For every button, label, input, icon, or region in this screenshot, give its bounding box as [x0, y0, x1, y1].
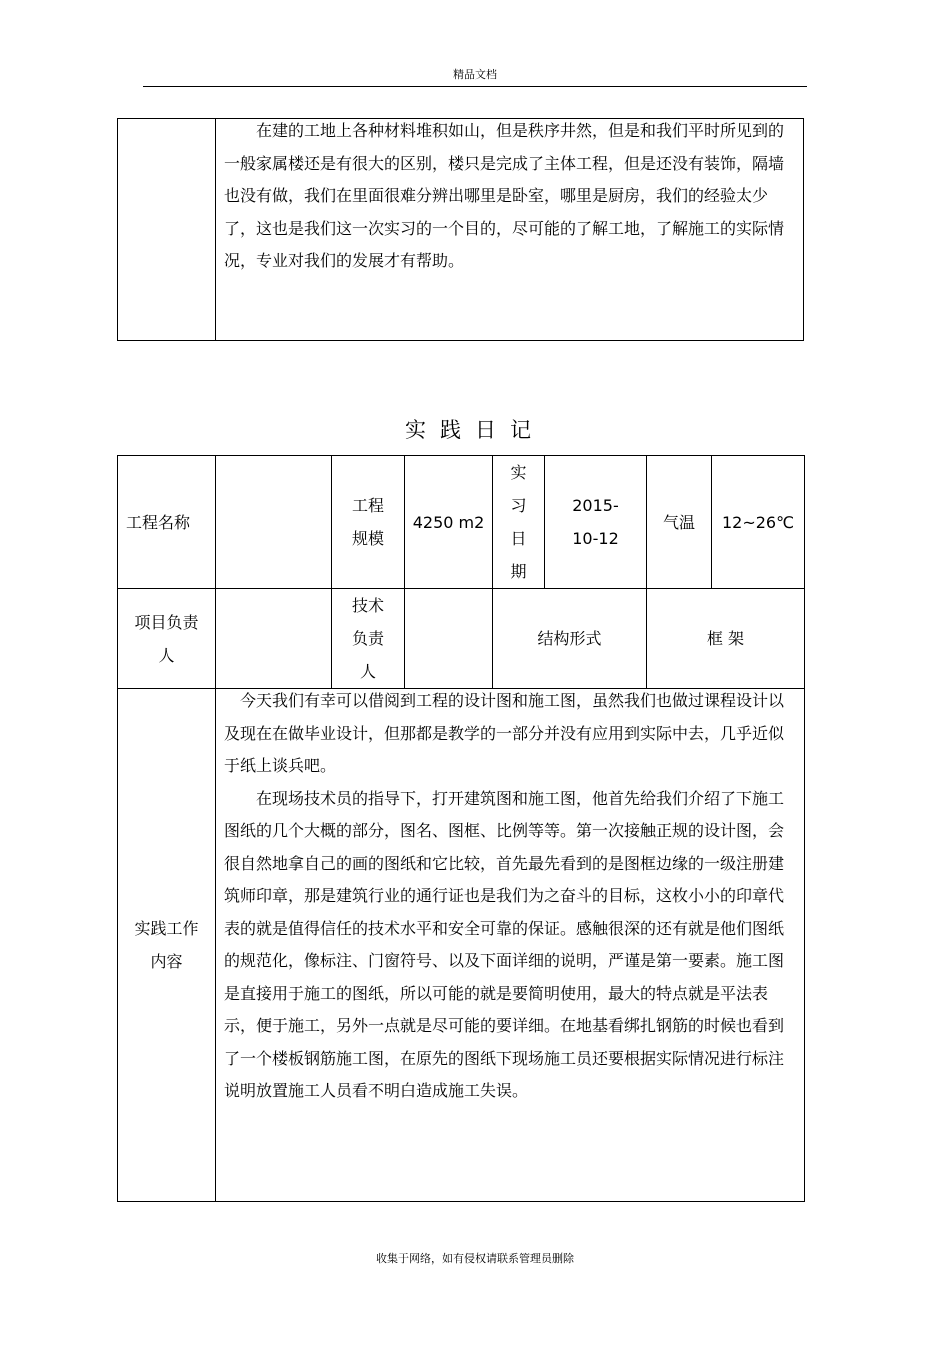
work-paragraph-1: 今天我们有幸可以借阅到工程的设计图和施工图，虽然我们也做过课程设计以及现在在做毕业设计，但那都是教学的一部分并没有应用到实际中去，几乎近似于纸上谈兵吧。	[224, 691, 785, 775]
diary-title: 实践日记	[405, 418, 545, 442]
work-paragraph-2: 在现场技术员的指导下，打开建筑图和施工图，他首先给我们介绍了下施工图纸的几个大概的部分，图名、图框、比例等等。第一次接触正规的设计图，会很自然地拿自己的画的图纸和它比较，首先最先看到的是图框边缘的一级注册建筑师印章，那是建筑行业的通行证也是我们为之奋斗的目标，这枚小小的印章代表的就是值得信任的技术水平和安全可靠的保证。感触很深的还有就是他们图纸的规范化，像标注、门窗符号、以及下面详细的说明，严谨是第一要素。施工图是直接用于施工的图纸，所以可能的就是要简明使用，最大的特点就是平法表示，便于施工，另外一点就是尽可能的要详细。在地基看绑扎钢筋的时候也看到了一个楼板钢筋施工图，在原先的图纸下现场施工员还要根据实际情况进行标注说明放置施工人员看不明白造成施工失误。	[224, 788, 785, 1100]
page-header: 精品文档	[453, 68, 497, 81]
temperature-value: 12~26℃	[712, 456, 805, 589]
work-content-cell	[216, 689, 805, 1202]
date-value: 2015-10-12	[545, 456, 647, 589]
scale-value: 4250 m2	[405, 456, 493, 589]
tech-lead-value	[405, 589, 493, 689]
date-label: 实习日期	[493, 456, 545, 589]
project-manager-label: 项目负责人	[118, 589, 216, 689]
scale-label: 工程规模	[332, 456, 405, 589]
structure-value: 框 架	[647, 589, 805, 689]
site-observation-table	[117, 118, 804, 341]
temperature-label: 气温	[647, 456, 712, 589]
empty-label-cell	[118, 119, 216, 341]
project-name-value	[216, 456, 332, 589]
practice-diary-table	[117, 455, 805, 1202]
work-content-label: 实践工作内容	[118, 689, 216, 1202]
project-manager-value	[216, 589, 332, 689]
tech-lead-label: 技术负责人	[332, 589, 405, 689]
page-footer: 收集于网络，如有侵权请联系管理员删除	[376, 1252, 574, 1265]
structure-label: 结构形式	[493, 589, 647, 689]
project-name-label: 工程名称	[118, 456, 216, 589]
header-divider	[143, 86, 807, 87]
observation-text: 在建的工地上各种材料堆积如山，但是秩序井然，但是和我们平时所见到的一般家属楼还是有很大的区别，楼只是完成了主体工程，但是还没有装饰，隔墙也没有做，我们在里面很难分辨出哪里是卧室，哪里是厨房，我们的经验太少了，这也是我们这一次实习的一个目的，尽可能的了解工地，了解施工的实际情况，专业对我们的发展才有帮助。	[224, 121, 785, 270]
observation-cell	[216, 119, 804, 341]
